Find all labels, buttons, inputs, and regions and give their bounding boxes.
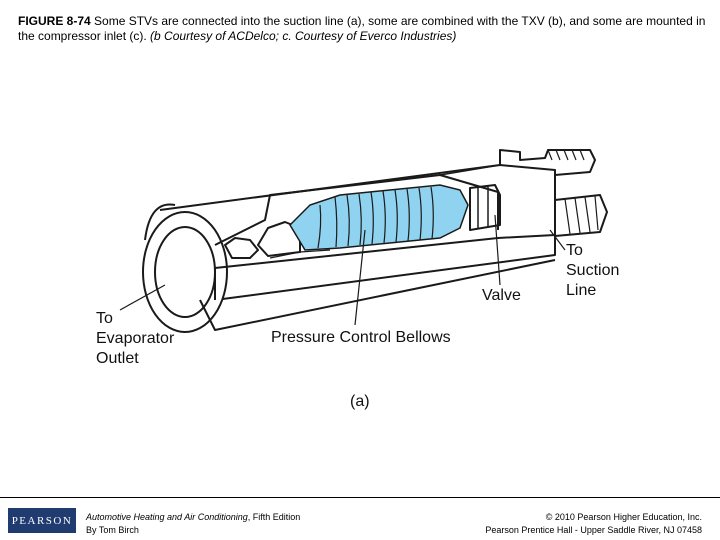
label-valve: Valve — [482, 287, 521, 304]
caption-text: Some STVs are connected into the suction line (a), some are combined with the TXV (b), and some are mounted in the compressor inlet (c). — [18, 14, 706, 43]
pearson-logo: PEARSON — [8, 508, 76, 533]
outlet-fitting — [500, 150, 595, 175]
label-part-a: (a) — [350, 393, 370, 410]
book-edition: , Fifth Edition — [247, 512, 301, 522]
leader-suction — [550, 230, 565, 250]
footer-book-info — [86, 511, 300, 537]
caption-credit: (b Courtesy of ACDelco; c. Courtesy of Everco Industries) — [150, 29, 457, 43]
footer-publisher-info — [485, 511, 702, 537]
publisher: Pearson Prentice Hall - Upper Saddle River, NJ 07458 — [485, 525, 702, 535]
book-author: By Tom Birch — [86, 525, 139, 535]
footer-divider — [0, 497, 720, 498]
book-title: Automotive Heating and Air Conditioning — [86, 512, 248, 522]
copyright: © 2010 Pearson Higher Education, Inc. — [545, 512, 702, 522]
pressure-control-bellows — [290, 185, 468, 250]
threaded-nut — [555, 195, 607, 236]
label-evaporator-outlet: To Evaporator Outlet — [96, 310, 175, 367]
figure-number: FIGURE 8-74 — [18, 14, 91, 28]
label-pressure-control-bellows: Pressure Control Bellows — [271, 329, 451, 346]
label-suction-line: To Suction Line — [566, 242, 620, 299]
